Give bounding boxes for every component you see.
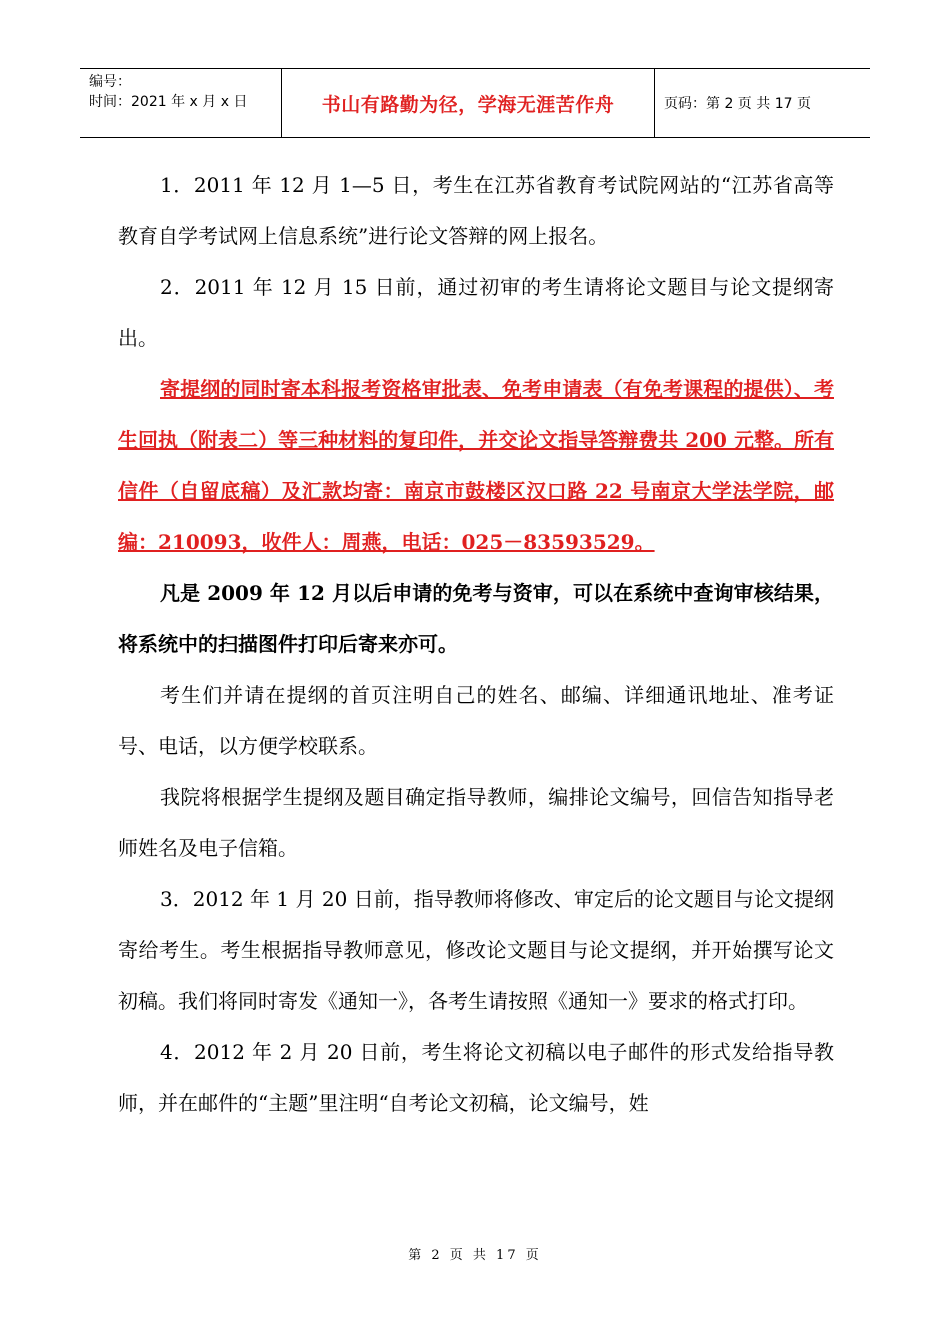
document-header [80,68,870,138]
header-page-code: 页码：第 2 页 共 17 页 [664,96,811,112]
paragraph-step-2: 2．2011 年 12 月 15 日前，通过初审的考生请将论文题目与论文提纲寄出。 [118,275,834,350]
time-label: 时间：2021 年 x 月 x 日 [89,94,248,110]
paragraph-mailing-notice: 寄提纲的同时寄本科报考资格审批表、免考申请表（有免考课程的提供）、考生回执（附表二）等三种材料的复印件，并交论文指导答辩费共 200 元整。所有信件（自留底稿）及汇款均寄：南京市鼓楼区汉口路 22 号南京大学法学院，邮编：210093，收件人：周燕，电话：025－83593529。 [118,377,834,554]
paragraph-contact-info: 考生们并请在提纲的首页注明自己的姓名、邮编、详细通讯地址、准考证号、电话，以方便学校联系。 [118,683,834,758]
paragraph-step-1: 1．2011 年 12 月 1—5 日，考生在江苏省教育考试院网站的“江苏省高等教育自学考试网上信息系统”进行论文答辩的网上报名。 [118,173,834,248]
document-body [118,160,834,1129]
paragraph-step-3: 3．2012 年 1 月 20 日前，指导教师将修改、审定后的论文题目与论文提纲寄给考生。考生根据指导教师意见，修改论文题目与论文提纲，并开始撰写论文初稿。我们将同时寄发《通知一》，各考生请按照《通知一》要求的格式打印。 [118,887,834,1013]
page-footer: 第 2 页 共 17 页 [408,1248,542,1263]
paragraph-scan-notice: 凡是 2009 年 12 月以后申请的免考与资审，可以在系统中查询审核结果，将系统中的扫描图件打印后寄来亦可。 [118,581,834,656]
paragraph-step-4: 4．2012 年 2 月 20 日前，考生将论文初稿以电子邮件的形式发给指导教师，并在邮件的“主题”里注明“自考论文初稿，论文编号，姓 [118,1040,834,1115]
paragraph-advisor-assignment: 我院将根据学生提纲及题目确定指导教师，编排论文编号，回信告知指导老师姓名及电子信箱。 [118,785,834,860]
number-label: 编号： [89,74,131,90]
header-motto: 书山有路勤为径，学海无涯苦作舟 [282,69,655,137]
header-meta [80,69,282,137]
